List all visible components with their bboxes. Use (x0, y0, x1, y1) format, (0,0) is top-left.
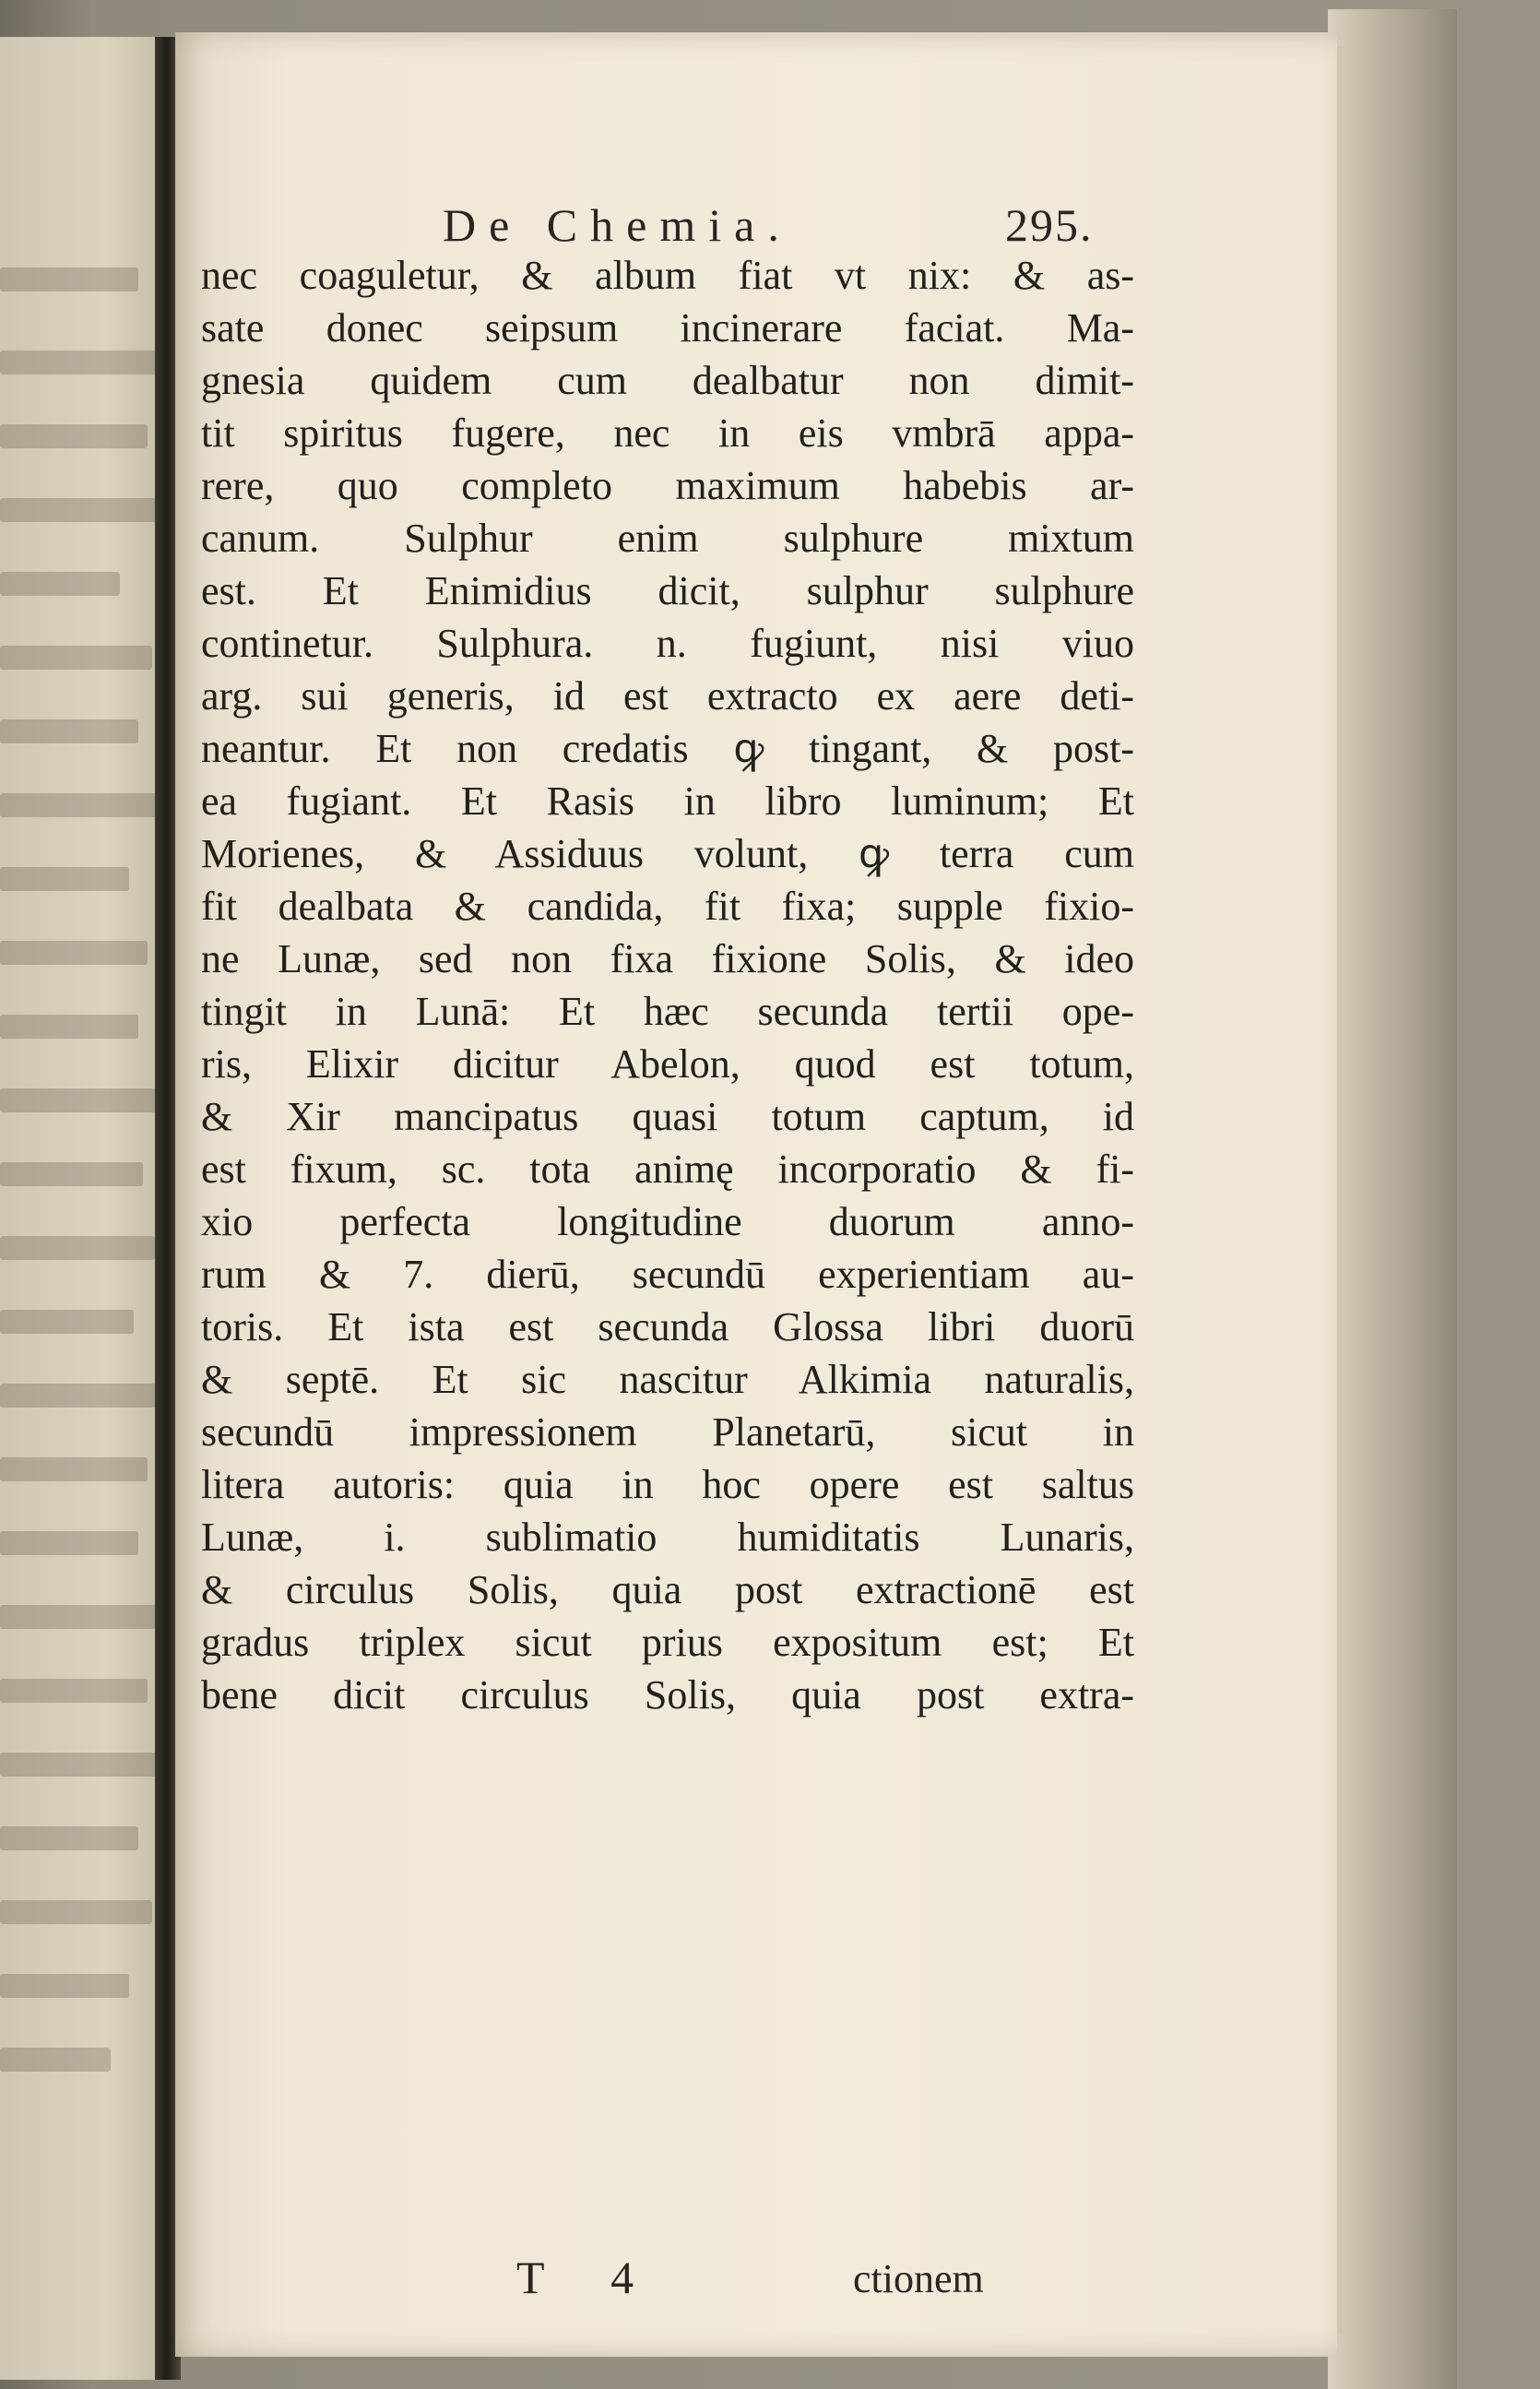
facing-page-text-fragment (0, 424, 148, 448)
signature-mark: T 4 (516, 2252, 662, 2303)
facing-page-text-fragment (0, 1900, 152, 1924)
text-line: gnesia quidem cum dealbatur non dimit- (201, 358, 1134, 403)
facing-page-text-fragment (0, 793, 157, 817)
facing-page-text-fragment (0, 1753, 157, 1777)
text-line: tit spiritus fugere, nec in eis vmbrā appa- (201, 410, 1134, 456)
text-line: neantur. Et non credatis ꝙ tingant, & post- (201, 726, 1134, 771)
facing-page-text-fragment (0, 1457, 148, 1481)
text-line: secundū impressionem Planetarū, sicut in (201, 1409, 1134, 1455)
text-line: Morienes, & Assiduus volunt, ꝙ terra cum (201, 831, 1134, 876)
facing-page-fragment (0, 37, 175, 2380)
text-line: tingit in Lunā: Et hæc secunda tertii ope- (201, 989, 1134, 1034)
text-line: rere, quo completo maximum habebis ar- (201, 463, 1134, 508)
running-head-title: De Chemia. (443, 199, 792, 251)
facing-page-text-fragment (0, 1162, 143, 1186)
text-line: fit dealbata & candida, fit fixa; supple fixio- (201, 884, 1134, 929)
facing-page-text-fragment (0, 941, 148, 965)
facing-page-text-fragment (0, 1826, 138, 1850)
facing-page-text-fragment (0, 1605, 161, 1629)
facing-page-text-fragment (0, 719, 138, 743)
facing-page-text-fragment (0, 2048, 111, 2072)
text-line: arg. sui generis, id est extracto ex aere deti- (201, 673, 1134, 719)
facing-page-text-fragment (0, 267, 138, 291)
facing-page-text-fragment (0, 1974, 129, 1998)
text-line: ne Lunæ, sed non fixa fixione Solis, & ideo (201, 936, 1134, 981)
facing-page-text-fragment (0, 1531, 138, 1555)
text-line: canum. Sulphur enim sulphure mixtum (201, 516, 1134, 561)
text-line: xio perfecta longitudine duorum anno- (201, 1199, 1134, 1244)
facing-page-text-fragment (0, 498, 161, 522)
page-edge (1328, 9, 1457, 2389)
text-line: toris. Et ista est secunda Glossa libri duorū (201, 1304, 1134, 1349)
text-line: Lunæ, i. sublimatio humiditatis Lunaris, (201, 1515, 1134, 1560)
facing-page-text-fragment (0, 351, 157, 374)
facing-page-text-fragment (0, 1310, 134, 1334)
text-line: bene dicit circulus Solis, quia post extra- (201, 1672, 1134, 1717)
text-line: & circulus Solis, quia post extractionē est (201, 1567, 1134, 1612)
catchword: ctionem (853, 2256, 984, 2301)
facing-page-text-fragment (0, 1384, 157, 1408)
text-line: & septē. Et sic nascitur Alkimia naturalis, (201, 1357, 1134, 1402)
text-line: gradus triplex sicut prius expositum est; Et (201, 1620, 1134, 1665)
text-line: litera autoris: quia in hoc opere est saltus (201, 1462, 1134, 1507)
facing-page-text-fragment (0, 646, 152, 670)
text-line: est. Et Enimidius dicit, sulphur sulphure (201, 568, 1134, 613)
facing-page-text-fragment (0, 1015, 138, 1039)
page-number: 295. (1005, 199, 1094, 251)
text-line: sate donec seipsum incinerare faciat. Ma- (201, 305, 1134, 351)
text-line: est fixum, sc. tota animę incorporatio & fi- (201, 1147, 1134, 1192)
text-line: ris, Elixir dicitur Abelon, quod est totum, (201, 1041, 1134, 1087)
facing-page-text-fragment (0, 572, 120, 596)
body-text (201, 249, 1134, 1721)
facing-page-text-fragment (0, 1679, 148, 1703)
text-line: ea fugiant. Et Rasis in libro luminum; Et (201, 779, 1134, 824)
facing-page-text-fragment (0, 1236, 155, 1260)
text-line: & Xir mancipatus quasi totum captum, id (201, 1094, 1134, 1139)
text-line: rum & 7. dierū, secundū experientiam au- (201, 1252, 1134, 1297)
text-line: continetur. Sulphura. n. fugiunt, nisi viuo (201, 621, 1134, 666)
facing-page-text-fragment (0, 867, 129, 891)
facing-page-text-fragment (0, 1088, 159, 1112)
text-line: nec coaguletur, & album fiat vt nix: & as- (201, 253, 1134, 298)
